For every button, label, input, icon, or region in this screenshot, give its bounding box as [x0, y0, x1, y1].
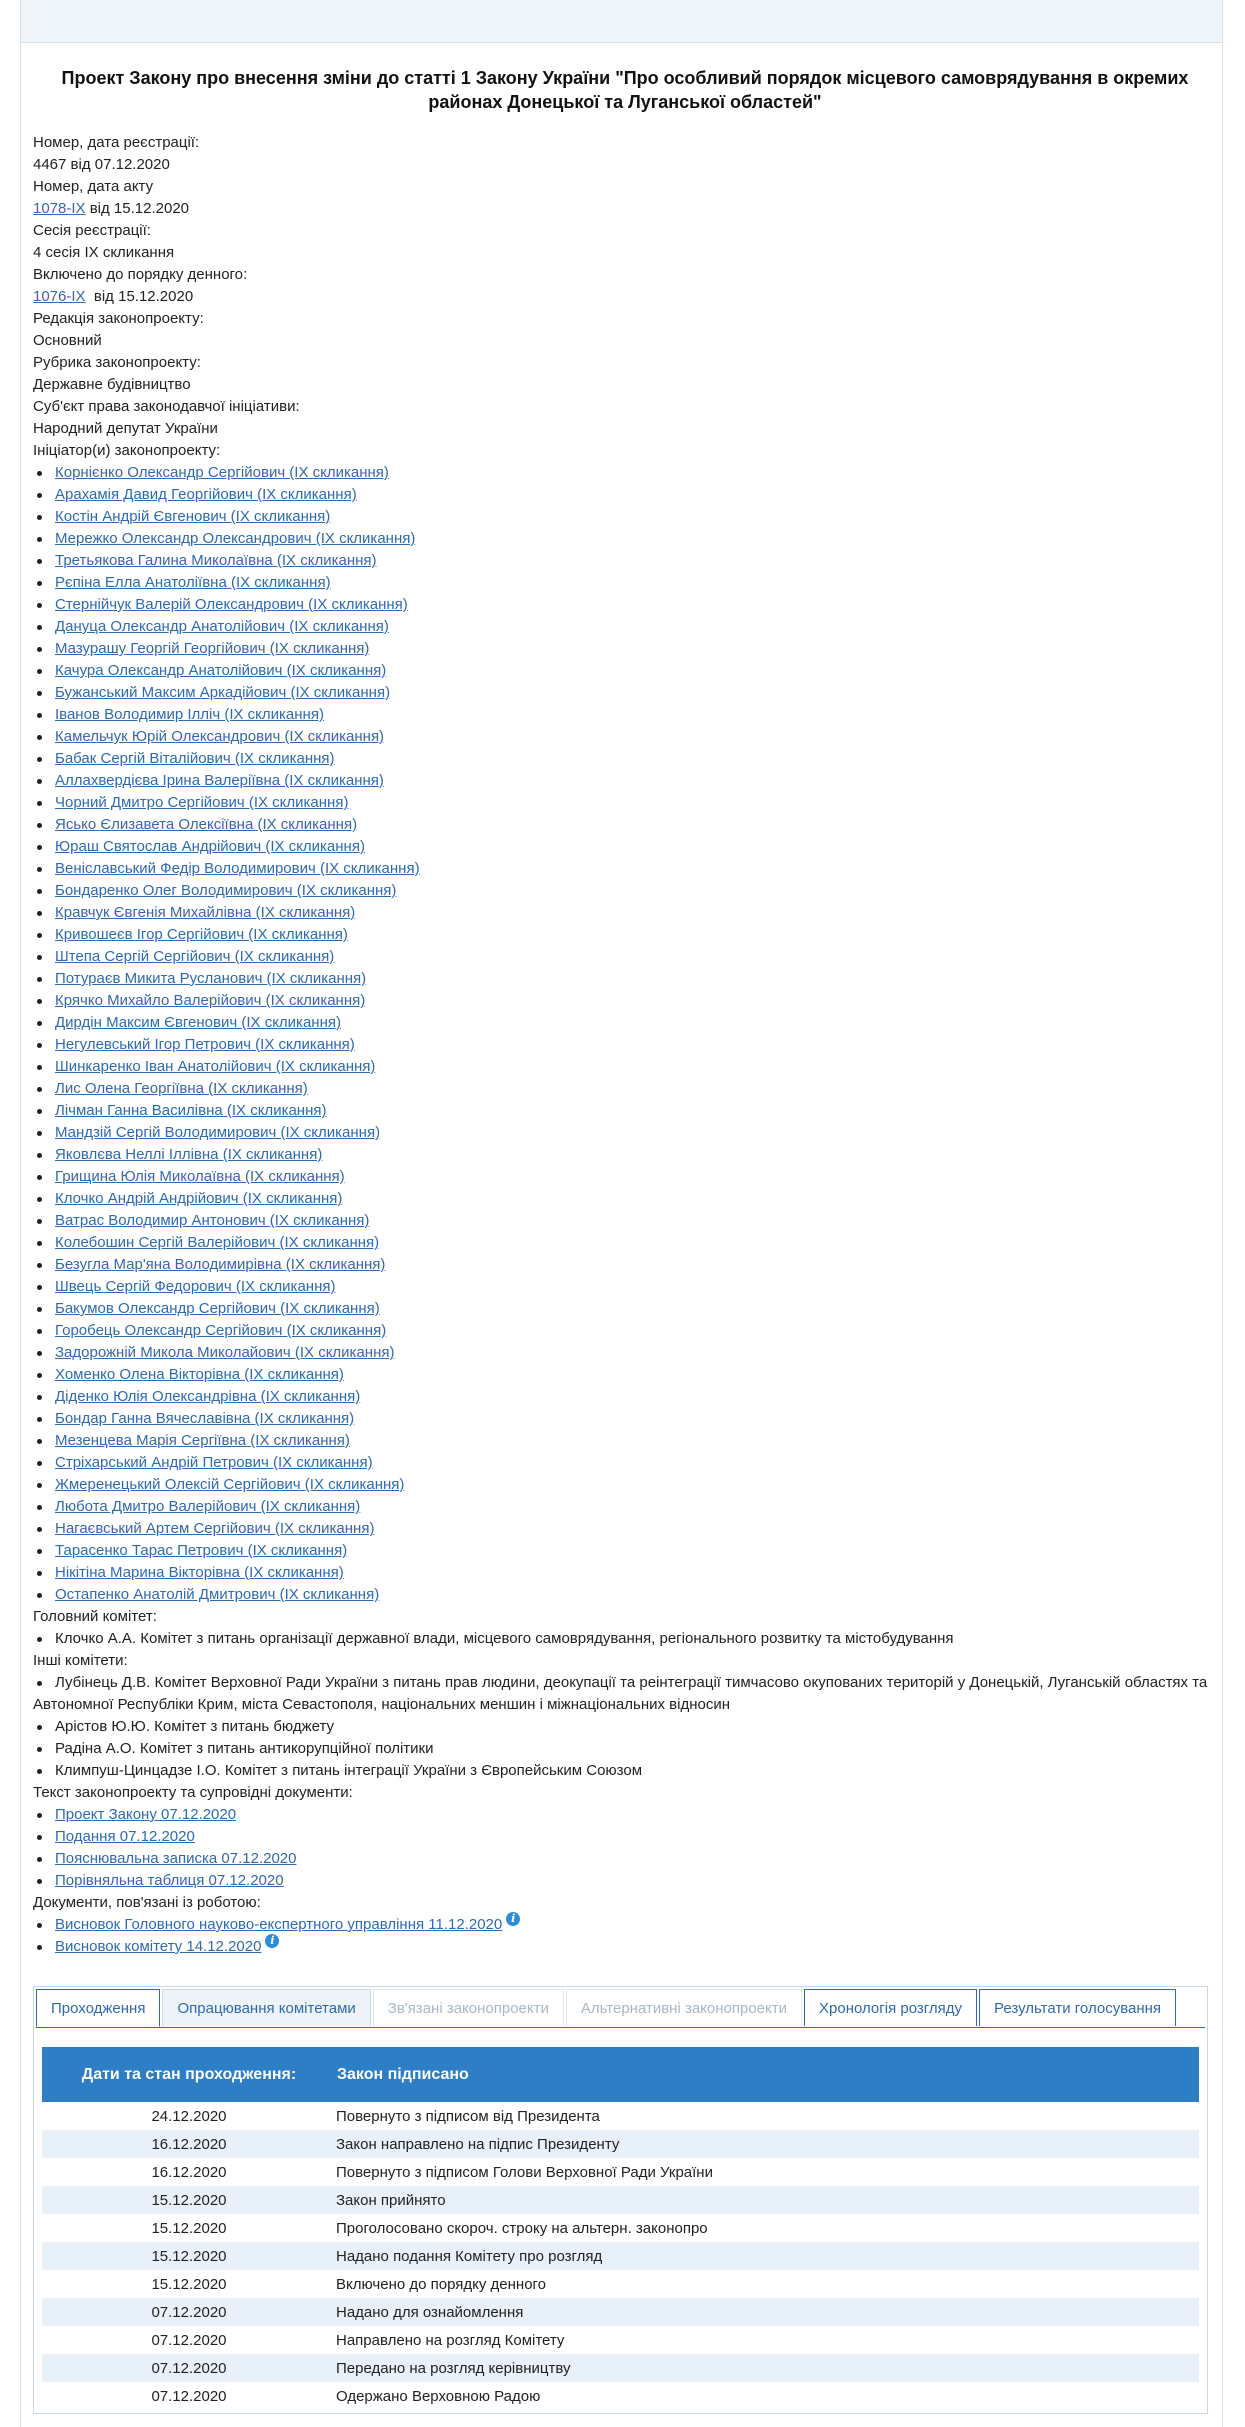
initiator-item [33, 1320, 1213, 1342]
row-date: 15.12.2020 [151, 2219, 227, 2237]
main-committee-item: Клочко А.А. Комітет з питань організації державної влади, місцевого самоврядування, регіонального розвитку та містобудування [33, 1628, 1213, 1650]
initiator-item [33, 682, 1213, 704]
initiator-link[interactable]: Нікітіна Марина Вікторівна (IX скликання) [55, 1564, 344, 1581]
registration-label: Номер, дата реєстрації: [33, 134, 200, 151]
initiator-link[interactable]: Остапенко Анатолій Дмитрович (IX скликання) [55, 1586, 380, 1603]
bill-details [33, 132, 1213, 1958]
documents-list [33, 1804, 1213, 1892]
act-label: Номер, дата акту [33, 178, 154, 195]
initiator-item [33, 1430, 1213, 1452]
work-document-link[interactable]: Висновок комітету 14.12.2020 [55, 1938, 262, 1955]
initiator-link[interactable]: Безугла Мар'яна Володимирівна (IX скликання) [55, 1256, 386, 1273]
initiator-item [33, 1056, 1213, 1078]
initiator-link[interactable]: Крячко Михайло Валерійович (IX скликання) [55, 992, 366, 1009]
document-item [33, 1804, 1213, 1826]
initiator-link[interactable]: Лічман Ганна Василівна (IX скликання) [55, 1102, 327, 1119]
initiator-link[interactable]: Бабак Сергій Віталійович (IX скликання) [55, 750, 335, 767]
rubric-value: Державне будівництво [33, 376, 191, 393]
initiator-item [33, 1034, 1213, 1056]
tab-passage[interactable]: Проходження [36, 1989, 160, 2027]
initiator-item [33, 1452, 1213, 1474]
row-status: Закон направлено на підпис Президенту [336, 2130, 1199, 2158]
initiator-link[interactable]: Швець Сергій Федорович (IX скликання) [55, 1278, 336, 1295]
initiator-link[interactable]: Арахамія Давид Георгійович (IX скликання) [55, 486, 357, 503]
row-status: Проголосовано скороч. строку на альтерн. законопро [336, 2219, 708, 2237]
info-icon[interactable]: i [265, 1934, 279, 1948]
initiator-link[interactable]: Іванов Володимир Ілліч (IX скликання) [55, 706, 324, 723]
initiator-item [33, 968, 1213, 990]
initiator-item [33, 1012, 1213, 1034]
table-row [42, 2186, 1199, 2214]
work-documents-label: Документи, пов'язані із роботою: [33, 1894, 261, 1911]
initiator-item [33, 1496, 1213, 1518]
work-document-item [33, 1936, 1213, 1958]
agenda-link[interactable]: 1076-IX [33, 288, 86, 305]
document-item [33, 1826, 1213, 1848]
main-committee-list [33, 1628, 1213, 1650]
subject-value: Народний депутат України [33, 420, 218, 437]
document-link[interactable]: Проект Закону 07.12.2020 [55, 1806, 237, 1823]
initiator-link[interactable]: Жмеренецький Олексій Сергійович (IX скликання) [55, 1476, 405, 1493]
other-committee-item: Лубінець Д.В. Комітет Верховної Ради України з питань прав людини, деокупації та реінтеграції тимчасово окупованих територій у Донецькій, Луганській областях та Автономної Республіки Крим, міста Севастополя, національних меншин і міжнаціональних відносин [33, 1672, 1213, 1716]
initiator-link[interactable]: Мережко Олександр Олександрович (IX скликання) [55, 530, 416, 547]
table-row [42, 2158, 1199, 2186]
initiator-link[interactable]: Штепа Сергій Сергійович (IX скликання) [55, 948, 335, 965]
table-header-status: Закон підписано [336, 2047, 1199, 2102]
table-row [42, 2270, 1199, 2298]
initiator-link[interactable]: Камельчук Юрій Олександрович (IX скликання) [55, 728, 385, 745]
initiator-item [33, 1144, 1213, 1166]
row-date: 07.12.2020 [151, 2331, 227, 2349]
passage-table [42, 2047, 1199, 2410]
row-status: Одержано Верховною Радою [336, 2387, 541, 2405]
work-document-link[interactable]: Висновок Головного науково-експертного управління 11.12.2020 [55, 1916, 503, 1933]
act-link[interactable]: 1078-IX [33, 200, 86, 217]
initiator-item [33, 792, 1213, 814]
initiator-link[interactable]: Веніславський Федір Володимирович (IX скликання) [55, 860, 420, 877]
other-committee-item: Климпуш-Цинцадзе І.О. Комітет з питань інтеграції України з Європейським Союзом [33, 1760, 1213, 1782]
other-committee-item: Радіна А.О. Комітет з питань антикорупційної політики [33, 1738, 1213, 1760]
initiator-link[interactable]: Качура Олександр Анатолійович (IX скликання) [55, 662, 387, 679]
table-row [42, 2242, 1199, 2270]
initiator-item [33, 1386, 1213, 1408]
session-label: Сесія реєстрації: [33, 222, 151, 239]
document-link[interactable]: Пояснювальна записка 07.12.2020 [55, 1850, 297, 1867]
initiator-item [33, 880, 1213, 902]
initiator-link[interactable]: Рєпіна Елла Анатоліївна (IX скликання) [55, 574, 331, 591]
row-status: Направлено на розгляд Комітету [336, 2331, 565, 2349]
act-date: від 15.12.2020 [85, 200, 190, 217]
initiators-label: Ініціатор(и) законопроекту: [33, 442, 221, 459]
initiator-item [33, 902, 1213, 924]
main-committee-label: Головний комітет: [33, 1608, 157, 1625]
initiator-link[interactable]: Дануца Олександр Анатолійович (IX скликання) [55, 618, 389, 635]
initiator-item [33, 572, 1213, 594]
initiator-link[interactable]: Юраш Святослав Андрійович (IX скликання) [55, 838, 365, 855]
initiator-item [33, 748, 1213, 770]
initiator-item [33, 1584, 1213, 1606]
initiator-link[interactable]: Бакумов Олександр Сергійович (IX скликання) [55, 1300, 380, 1317]
initiator-link[interactable]: Ясько Єлизавета Олексіївна (IX скликання) [55, 816, 358, 833]
tab-committee-processing[interactable]: Опрацювання комітетами [162, 1989, 370, 2026]
initiator-link[interactable]: Грищина Юлія Миколаївна (IX скликання) [55, 1168, 345, 1185]
initiator-link[interactable]: Колебошин Сергій Валерійович (IX скликання) [55, 1234, 380, 1251]
initiator-item [33, 814, 1213, 836]
initiator-link[interactable]: Любота Дмитро Валерійович (IX скликання) [55, 1498, 361, 1515]
act-value [33, 198, 1213, 220]
work-document-item [33, 1914, 1213, 1936]
initiator-link[interactable]: Задорожній Микола Миколайович (IX скликання) [55, 1344, 395, 1361]
initiator-item [33, 946, 1213, 968]
initiator-link[interactable]: Бондаренко Олег Володимирович (IX скликання) [55, 882, 397, 899]
registration-value: 4467 від 07.12.2020 [33, 156, 170, 173]
row-date: 07.12.2020 [151, 2387, 227, 2405]
initiator-item [33, 506, 1213, 528]
initiator-item [33, 1562, 1213, 1584]
row-status: Повернуто з підписом від Президента [336, 2107, 600, 2125]
table-row [42, 2130, 1199, 2158]
initiator-item [33, 1078, 1213, 1100]
initiator-item [33, 594, 1213, 616]
row-status: Надано подання Комітету про розгляд [336, 2242, 1199, 2270]
tab-chronology[interactable]: Хронологія розгляду [804, 1989, 977, 2026]
initiator-item [33, 1540, 1213, 1562]
table-header-row [42, 2047, 1199, 2102]
initiator-link[interactable]: Потураєв Микита Русланович (IX скликання) [55, 970, 367, 987]
initiator-link[interactable]: Бондар Ганна Вячеславівна (IX скликання) [55, 1410, 355, 1427]
other-committees-list [33, 1672, 1213, 1782]
initiator-item [33, 660, 1213, 682]
row-status: Закон прийнято [336, 2186, 1199, 2214]
initiator-item [33, 836, 1213, 858]
agenda-date: від 15.12.2020 [85, 288, 194, 305]
table-header-dates: Дати та стан проходження: [42, 2047, 336, 2102]
page-title: Проект Закону про внесення зміни до статті 1 Закону України "Про особливий порядок місцевого самоврядування в окремих районах Донецької та Луганської областей" [61, 68, 1189, 112]
document-link[interactable]: Подання 07.12.2020 [55, 1828, 195, 1845]
initiator-item [33, 726, 1213, 748]
initiator-item [33, 1298, 1213, 1320]
initiator-item [33, 990, 1213, 1012]
row-date: 07.12.2020 [42, 2298, 336, 2326]
initiator-link[interactable]: Кравчук Євгенія Михайлівна (IX скликання) [55, 904, 356, 921]
initiator-item [33, 704, 1213, 726]
initiator-item [33, 1342, 1213, 1364]
initiator-item [33, 1254, 1213, 1276]
row-date: 15.12.2020 [42, 2242, 336, 2270]
row-date: 15.12.2020 [42, 2186, 336, 2214]
row-date: 07.12.2020 [42, 2354, 336, 2382]
document-item [33, 1870, 1213, 1892]
table-row [42, 2326, 1199, 2354]
passage-table-body [42, 2102, 1199, 2410]
initiator-item [33, 1232, 1213, 1254]
table-row [42, 2102, 1199, 2130]
table-row [42, 2382, 1199, 2410]
initiator-link[interactable]: Нагаєвський Артем Сергійович (IX скликання) [55, 1520, 375, 1537]
bill-tabs-panel [33, 1986, 1208, 2414]
initiator-link[interactable]: Горобець Олександр Сергійович (IX скликання) [55, 1322, 387, 1339]
initiator-link[interactable]: Костін Андрій Євгенович (IX скликання) [55, 508, 331, 525]
row-status: Передано на розгляд керівництву [336, 2354, 1199, 2382]
initiator-item [33, 1210, 1213, 1232]
initiator-link[interactable]: Ватрас Володимир Антонович (IX скликання) [55, 1212, 370, 1229]
initiator-link[interactable]: Стернійчук Валерій Олександрович (IX скликання) [55, 596, 408, 613]
initiator-item [33, 484, 1213, 506]
initiator-item [33, 1122, 1213, 1144]
initiator-item [33, 1276, 1213, 1298]
initiator-item [33, 924, 1213, 946]
row-date: 16.12.2020 [42, 2130, 336, 2158]
initiator-link[interactable]: Лис Олена Георгіївна (IX скликання) [55, 1080, 308, 1097]
initiator-item [33, 1188, 1213, 1210]
initiator-link[interactable]: Діденко Юлія Олександрівна (IX скликання) [55, 1388, 361, 1405]
initiator-link[interactable]: Дирдін Максим Євгенович (IX скликання) [55, 1014, 341, 1031]
initiator-link[interactable]: Бужанський Максим Аркадійович (IX скликання) [55, 684, 391, 701]
initiator-link[interactable]: Стріхарський Андрій Петрович (IX скликання) [55, 1454, 373, 1471]
initiator-link[interactable]: Третьякова Галина Миколаївна (IX скликання) [55, 552, 377, 569]
initiators-list [33, 462, 1213, 1606]
document-item [33, 1848, 1213, 1870]
other-committee-item: Арістов Ю.Ю. Комітет з питань бюджету [33, 1716, 1213, 1738]
initiator-link[interactable]: Корнієнко Олександр Сергійович (IX скликання) [55, 464, 389, 481]
table-row [42, 2354, 1199, 2382]
top-bar [20, 0, 1223, 43]
initiator-item [33, 1474, 1213, 1496]
row-status: Включено до порядку денного [336, 2275, 547, 2293]
other-committees-label: Інші комітети: [33, 1652, 128, 1669]
tab-related-bills[interactable]: Зв'язані законопроекти [373, 1989, 564, 2026]
table-row [42, 2298, 1199, 2326]
initiator-item [33, 616, 1213, 638]
tab-alternative-bills[interactable]: Альтернативні законопроекти [566, 1989, 802, 2026]
initiator-item [33, 858, 1213, 880]
edition-label: Редакція законопроекту: [33, 310, 204, 327]
initiator-link[interactable]: Клочко Андрій Андрійович (IX скликання) [55, 1190, 343, 1207]
row-status: Повернуто з підписом Голови Верховної Ради України [336, 2163, 713, 2181]
initiator-link[interactable]: Кривошеєв Ігор Сергійович (IX скликання) [55, 926, 348, 943]
row-date: 24.12.2020 [151, 2107, 227, 2125]
initiator-link[interactable]: Яковлєва Неллі Іллівна (IX скликання) [55, 1146, 323, 1163]
document-link[interactable]: Порівняльна таблиця 07.12.2020 [55, 1872, 284, 1889]
row-status: Надано для ознайомлення [336, 2298, 1199, 2326]
initiator-link[interactable]: Аллахвердієва Ірина Валеріївна (IX скликання) [55, 772, 384, 789]
agenda-label: Включено до порядку денного: [33, 266, 248, 283]
edition-value: Основний [33, 332, 102, 349]
subject-label: Суб'єкт права законодавчої ініціативи: [33, 398, 300, 415]
initiator-item [33, 770, 1213, 792]
row-date: 16.12.2020 [151, 2163, 227, 2181]
initiator-link[interactable]: Шинкаренко Іван Анатолійович (IX скликання) [55, 1058, 376, 1075]
session-value: 4 сесія IX скликання [33, 244, 175, 261]
initiator-link[interactable]: Негулевський Ігор Петрович (IX скликання) [55, 1036, 355, 1053]
initiator-item [33, 1364, 1213, 1386]
initiator-item [33, 1166, 1213, 1188]
initiator-link[interactable]: Мазурашу Георгій Георгійович (IX скликання) [55, 640, 370, 657]
initiator-item [33, 638, 1213, 660]
initiator-item [33, 550, 1213, 572]
initiator-link[interactable]: Мезенцева Марія Сергіївна (IX скликання) [55, 1432, 350, 1449]
initiator-item [33, 1518, 1213, 1540]
initiator-link[interactable]: Мандзій Сергій Володимирович (IX скликання) [55, 1124, 381, 1141]
initiator-item [33, 528, 1213, 550]
initiator-link[interactable]: Хоменко Олена Вікторівна (IX скликання) [55, 1366, 344, 1383]
initiator-item [33, 1408, 1213, 1430]
table-row [42, 2214, 1199, 2242]
initiator-link[interactable]: Тарасенко Тарас Петрович (IX скликання) [55, 1542, 348, 1559]
rubric-label: Рубрика законопроекту: [33, 354, 201, 371]
initiator-item [33, 462, 1213, 484]
agenda-value [33, 286, 1213, 308]
documents-label: Текст законопроекту та супровідні документи: [33, 1784, 353, 1801]
info-icon[interactable]: i [506, 1912, 520, 1926]
row-date: 15.12.2020 [151, 2275, 227, 2293]
initiator-item [33, 1100, 1213, 1122]
tab-bar [36, 1989, 1205, 2028]
tab-voting-results[interactable]: Результати голосування [979, 1989, 1176, 2026]
work-documents-list [33, 1914, 1213, 1958]
initiator-link[interactable]: Чорний Дмитро Сергійович (IX скликання) [55, 794, 349, 811]
